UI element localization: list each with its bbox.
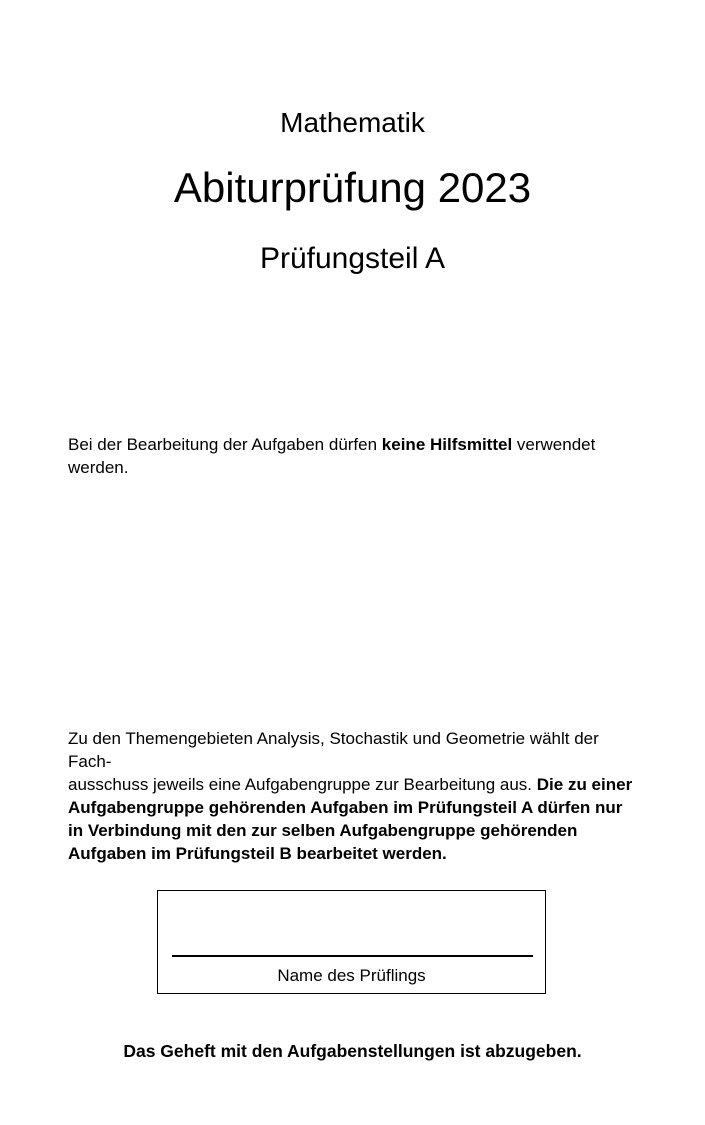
name-box-label: Name des Prüflings	[277, 966, 426, 985]
exam-title: Abiturprüfung 2023	[173, 164, 532, 211]
no-aids-note-prefix: Bei der Bearbeitung der Aufgaben dürfen	[68, 435, 382, 454]
task-selection-line1: Zu den Themengebieten Analysis, Stochastik und Geometrie wählt der Fach-	[68, 729, 599, 771]
signature-line	[172, 955, 533, 957]
return-notice: Das Geheft mit den Aufgabenstellungen ist abzugeben.	[123, 1041, 582, 1061]
task-selection-line2-plain: ausschuss jeweils eine Aufgabengruppe zur Bearbeitung aus.	[68, 775, 537, 794]
no-aids-note	[68, 433, 637, 479]
subject-heading: Mathematik	[280, 107, 425, 138]
no-aids-note-bold: keine Hilfsmittel	[381, 435, 513, 454]
name-box	[157, 890, 546, 994]
task-selection-bold: Die zu einer Aufgabengruppe gehörenden Aufgaben im Prüfungsteil A dürfen nur in Verbindung mit den zur selben Aufgabengruppe gehörenden Aufgaben im Prüfungsteil B bearbeitet werden.	[68, 775, 633, 863]
exam-part-subtitle: Prüfungsteil A	[259, 242, 446, 275]
task-selection-paragraph	[68, 727, 637, 865]
no-aids-note-suffix: verwendet werden.	[68, 435, 596, 477]
